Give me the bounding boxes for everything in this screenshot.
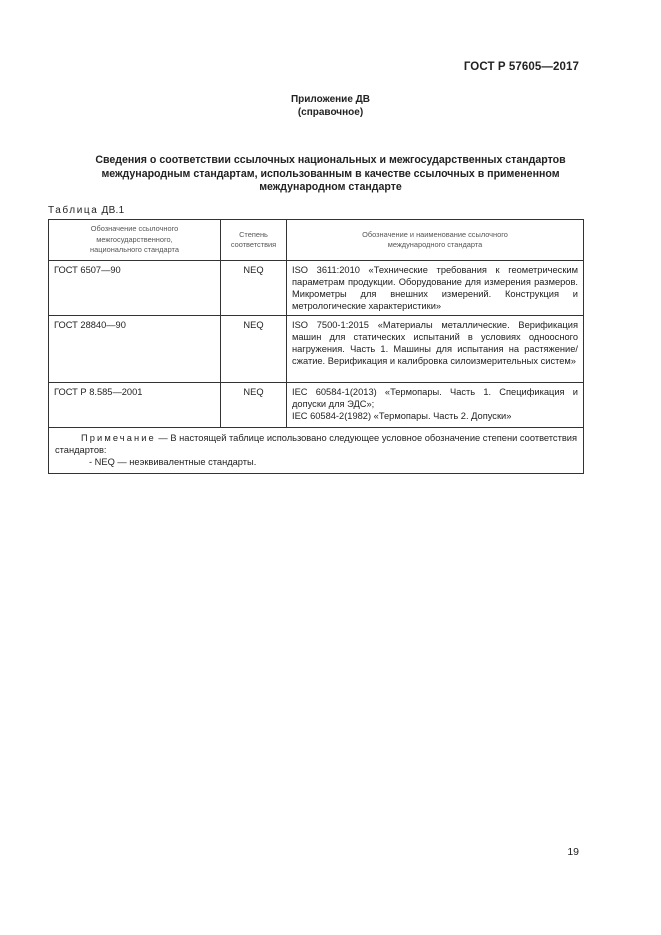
table-note xyxy=(49,428,584,474)
table-note-row xyxy=(49,428,584,474)
appendix-title: Приложение ДВ xyxy=(290,94,371,105)
document-title xyxy=(48,154,613,195)
column-header-international: Обозначение и наименование ссылочного международного стандарта xyxy=(287,220,584,261)
table-caption-label: Таблица xyxy=(48,205,99,216)
document-title-line: международным стандартам, использованным в качестве ссылочных в примененном xyxy=(101,167,560,180)
international-standard-cell: ISO 7500-1:2015 «Материалы металлические. Верификация машин для статических испытаний в условиях одноосного нагружения. Часть 1. Машины для испытания на растяжение/сжатие. Верификация и калибровка силоизмерительных систем» xyxy=(287,316,584,383)
appendix-heading xyxy=(0,93,661,119)
document-title-line: Сведения о соответствии ссылочных национальных и межгосударственных стандартов xyxy=(95,154,566,166)
page-number: 19 xyxy=(567,846,579,858)
table-caption-number: ДВ.1 xyxy=(101,205,125,216)
document-title-line: международном стандарте xyxy=(259,181,402,193)
standards-table xyxy=(48,219,584,474)
table-row xyxy=(49,261,584,316)
table-caption xyxy=(48,205,125,216)
standard-cell: ГОСТ 28840—90 xyxy=(49,316,221,383)
degree-cell: NEQ xyxy=(221,316,287,383)
table-header-row xyxy=(49,220,584,261)
international-standard-cell: ISO 3611:2010 «Технические требования к геометрическим параметрам продукции. Оборудование для измерения размеров. Микрометры для внешних измерений. Конструкция и метрологические характеристики» xyxy=(287,261,584,316)
note-item: - NEQ — неэквивалентные стандарты. xyxy=(89,457,257,467)
note-label: Примечание xyxy=(81,433,156,443)
table-row xyxy=(49,383,584,428)
column-header-standard: Обозначение ссылочного межгосударственного, национального стандарта xyxy=(49,220,221,261)
international-standard-cell: IEC 60584-1(2013) «Термопары. Часть 1. Спецификация и допуски для ЭДС»; IEC 60584-2(1982) «Термопары. Часть 2. Допуски» xyxy=(287,383,584,428)
note-text: — В настоящей таблице использовано следующее условное обозначение степени соответствия стандартов: xyxy=(55,433,577,455)
standard-cell: ГОСТ 6507—90 xyxy=(49,261,221,316)
degree-cell: NEQ xyxy=(221,261,287,316)
standard-id: ГОСТ Р 57605—2017 xyxy=(463,61,579,73)
degree-cell: NEQ xyxy=(221,383,287,428)
appendix-subtitle: (справочное) xyxy=(297,107,364,118)
column-header-degree: Степень соответствия xyxy=(221,220,287,261)
table-row xyxy=(49,316,584,383)
standard-cell: ГОСТ Р 8.585—2001 xyxy=(49,383,221,428)
